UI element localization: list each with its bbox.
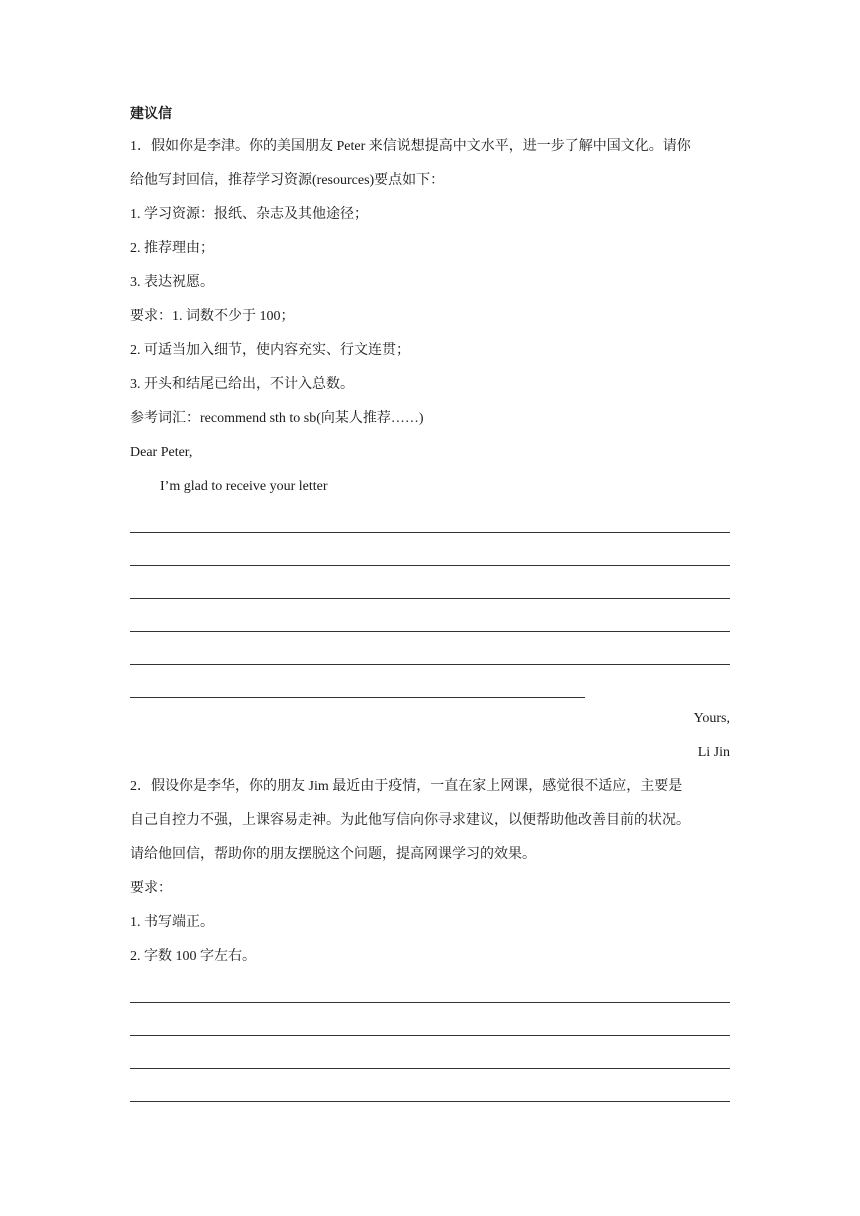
task-1-point: 1. 学习资源：报纸、杂志及其他途径； [130, 207, 368, 222]
task-1-point: 3. 表达祝愿。 [130, 275, 214, 290]
answer-line[interactable] [130, 1073, 730, 1106]
task-2-requirements-label: 要求： [130, 881, 172, 896]
answer-line[interactable] [130, 1040, 730, 1073]
answer-line[interactable] [130, 504, 730, 537]
letter-closing: Yours, [693, 711, 730, 726]
letter-greeting: Dear Peter, [130, 445, 193, 460]
task-2-requirement: 2. 字数 100 字左右。 [130, 949, 256, 964]
letter-opening: I’m glad to receive your letter [160, 479, 328, 494]
task-2-intro-line-1: 2．假设你是李华，你的朋友 Jim 最近由于疫情，一直在家上网课，感觉很不适应，主要是 [130, 779, 683, 794]
answer-line[interactable] [130, 603, 730, 636]
task-2-requirement: 1. 书写端正。 [130, 915, 214, 930]
answer-line[interactable] [130, 669, 730, 702]
task-1-requirement: 2. 可适当加入细节，使内容充实、行文连贯； [130, 343, 410, 358]
worksheet-page [130, 100, 730, 1106]
task-1-vocab: 参考词汇：recommend sth to sb(向某人推荐……) [130, 411, 424, 426]
task-1-intro-line-2: 给他写封回信，推荐学习资源(resources)要点如下： [130, 173, 445, 188]
answer-line[interactable] [130, 537, 730, 570]
task-1-intro-line-1: 1．假如你是李津。你的美国朋友 Peter 来信说想提高中文水平，进一步了解中国文化。请你 [130, 139, 691, 154]
task-1-point: 2. 推荐理由； [130, 241, 214, 256]
task-2-intro-line-3: 请给他回信，帮助你的朋友摆脱这个问题，提高网课学习的效果。 [130, 847, 536, 862]
task-1-requirement: 3. 开头和结尾已给出，不计入总数。 [130, 377, 354, 392]
answer-line[interactable] [130, 974, 730, 1007]
answer-line[interactable] [130, 636, 730, 669]
answer-line[interactable] [130, 570, 730, 603]
task-1 [130, 130, 730, 770]
answer-line[interactable] [130, 1007, 730, 1040]
task-1-requirement: 要求：1. 词数不少于 100； [130, 309, 295, 324]
task-2 [130, 770, 730, 1106]
section-heading: 建议信 [130, 107, 172, 122]
letter-signature: Li Jin [697, 745, 730, 760]
task-2-intro-line-2: 自己自控力不强，上课容易走神。为此他写信向你寻求建议，以便帮助他改善目前的状况。 [130, 813, 690, 828]
